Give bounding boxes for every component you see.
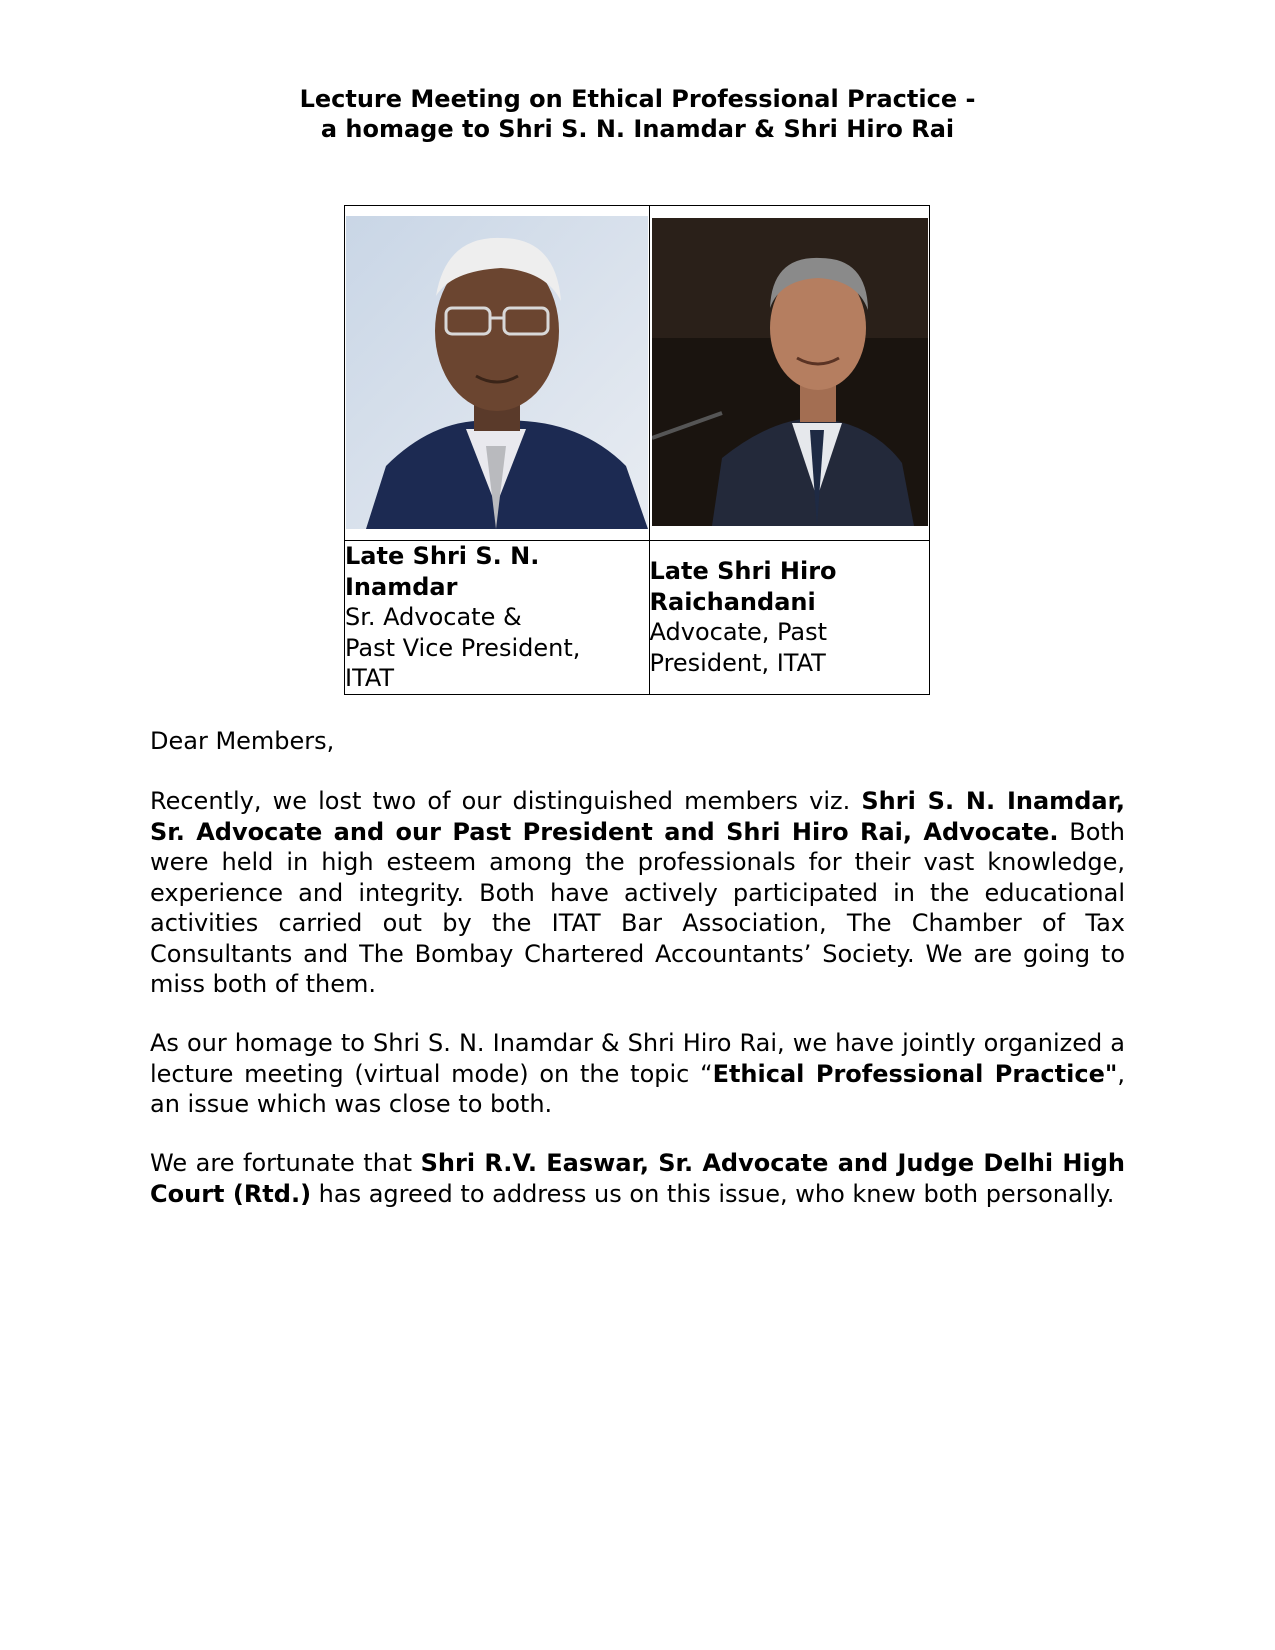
caption-inamdar [345,541,650,695]
name-raichandani-line-1: Late Shri Hiro [649,557,837,586]
p2-text-1: As our homage to Shri S. N. Inamdar & Shri Hiro Rai, we have jointly organized a lecture meeting (virtual mode) on the topic “ [150,1029,1125,1088]
p3-bold-speaker: Shri R.V. Easwar, Sr. Advocate and Judge Delhi High Court (Rtd.) [150,1149,1126,1208]
name-raichandani-line-2: Raichandani [649,587,816,616]
photo-cell-inamdar [345,206,650,541]
role-inamdar-line-3: ITAT [345,664,395,692]
name-inamdar-line-2: Inamdar [345,572,458,601]
role-inamdar-line-1: Sr. Advocate & [345,603,522,631]
p1-bold-names: Shri S. N. Inamdar, Sr. Advocate and our Past President and Shri Hiro Rai, Advocate. [150,787,1125,846]
p2-text-2: , an issue which was close to both. [150,1059,1125,1118]
p1-text-1: Recently, we lost two of our distinguished members viz. [150,787,862,815]
title-line-2: a homage to Shri S. N. Inamdar & Shri Hiro Rai [320,115,955,143]
paragraph-loss-announcement [150,786,1125,1000]
name-inamdar-line-1: Late Shri S. N. [345,542,540,570]
portrait-table [344,205,930,695]
document-title [0,84,1275,144]
photo-cell-raichandani [649,206,929,541]
paragraph-speaker [150,1148,1125,1209]
portrait-raichandani-photo [652,218,928,526]
title-line-1: Lecture Meeting on Ethical Professional Practice - [299,85,976,113]
role-raichandani-line-1: Advocate, Past [649,618,827,647]
portrait-inamdar-photo [346,216,648,529]
greeting: Dear Members, [150,727,335,755]
p1-text-2: Both were held in high esteem among the professionals for their vast knowledge, experience and integrity. Both have actively participated in the educational activities carried out by the ITAT Bar Association, The Chamber of Tax Consultants and The Bombay Chartered Accountants’ Society. We are going to miss both of them. [150,817,1126,998]
p3-text-2: has agreed to address us on this issue, who knew both personally. [311,1179,1115,1208]
p3-text-1: We are fortunate that [150,1149,421,1177]
caption-raichandani [649,541,929,695]
p2-bold-topic: Ethical Professional Practice" [712,1059,1118,1088]
role-raichandani-line-2: President, ITAT [649,648,826,677]
paragraph-homage-lecture [150,1028,1125,1120]
role-inamdar-line-2: Past Vice President, [345,633,581,662]
